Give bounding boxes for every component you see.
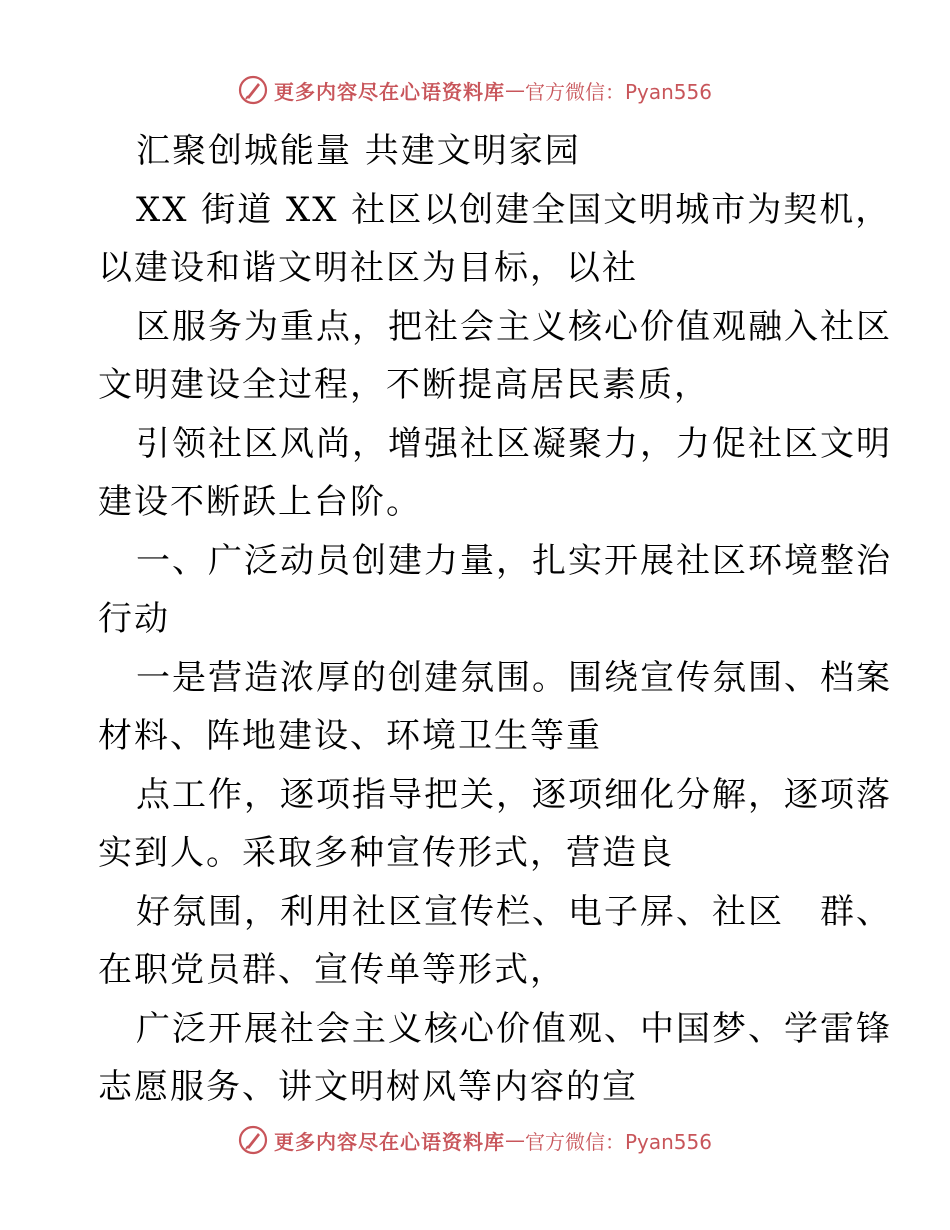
paragraph-line: 以建设和谐文明社区为目标，以社 xyxy=(98,248,638,288)
section-heading: 一、广泛动员创建力量，扎实开展社区环境整治 xyxy=(136,540,892,581)
banner-wechat-text: 官方微信：Pyan556 xyxy=(524,79,712,104)
paragraph-line: 点工作，逐项指导把关，逐项细化分解，逐项落 xyxy=(136,774,892,815)
footer-banner xyxy=(0,1120,950,1160)
paragraph-line: 在职党员群、宣传单等形式， xyxy=(98,950,566,990)
document-body xyxy=(98,122,892,1117)
paragraph-line: 好氛围，利用社区宣传栏、电子屏、社区 群、 xyxy=(136,891,892,932)
banner-brand-text: 更多内容尽在心语资料库 xyxy=(273,1129,505,1154)
paragraph-line: XX 街道 XX 社区以创建全国文明城市为契机， xyxy=(136,189,892,230)
paragraph-line: 一是营造浓厚的创建氛围。围绕宣传氛围、档案 xyxy=(136,657,892,698)
banner-brand-text: 更多内容尽在心语资料库 xyxy=(273,79,505,104)
paragraph-line: 材料、阵地建设、环境卫生等重 xyxy=(98,716,602,756)
document-title: 汇聚创城能量 共建文明家园 xyxy=(136,131,581,171)
paragraph-line: 区服务为重点，把社会主义核心价值观融入社区 xyxy=(136,306,892,347)
paragraph-line: 志愿服务、讲文明树风等内容的宣 xyxy=(98,1067,638,1107)
header-banner xyxy=(0,70,950,110)
section-heading-continued: 行动 xyxy=(98,599,170,639)
quill-pen-icon xyxy=(238,75,268,105)
banner-dash: — xyxy=(504,1128,525,1152)
paragraph-line: 文明建设全过程，不断提高居民素质， xyxy=(98,365,710,405)
paragraph-line: 实到人。采取多种宣传形式，营造良 xyxy=(98,833,674,873)
banner-wechat-text: 官方微信：Pyan556 xyxy=(524,1129,712,1154)
quill-pen-icon xyxy=(238,1125,268,1155)
banner-dash: — xyxy=(504,78,525,102)
paragraph-line: 广泛开展社会主义核心价值观、中国梦、学雷锋 xyxy=(136,1008,892,1049)
paragraph-line: 引领社区风尚，增强社区凝聚力，力促社区文明 xyxy=(136,423,892,464)
paragraph-line: 建设不断跃上台阶。 xyxy=(98,482,422,522)
